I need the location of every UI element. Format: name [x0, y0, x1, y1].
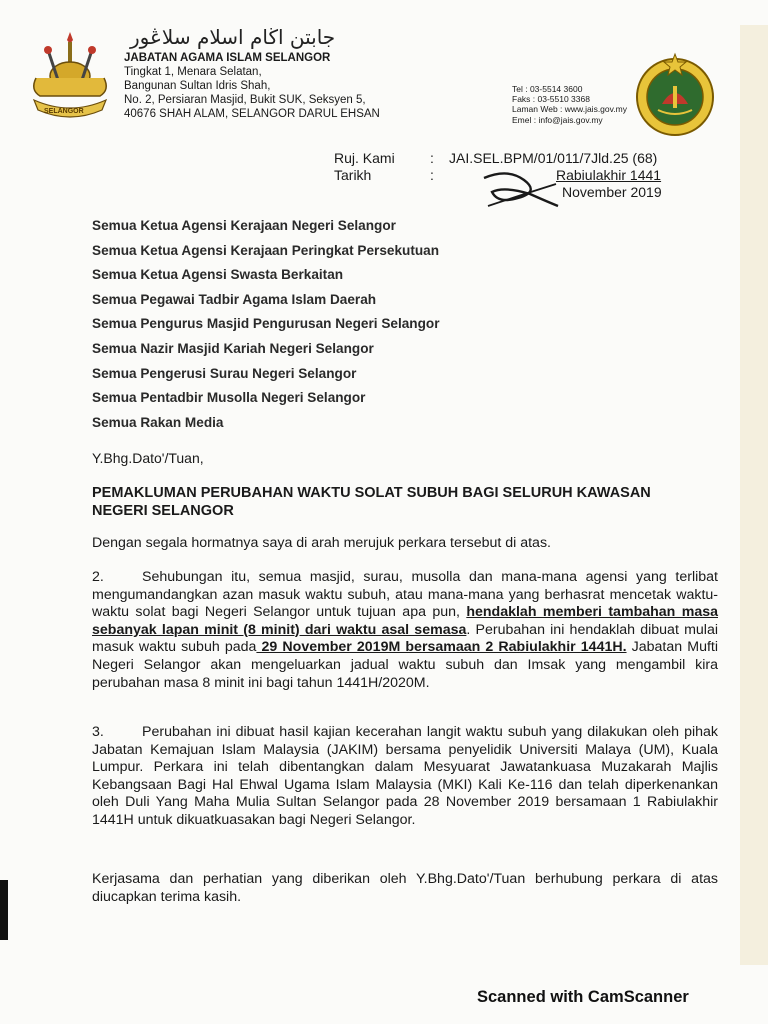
jais-seal-icon: [632, 52, 718, 138]
contact-web: Laman Web : www.jais.gov.my: [512, 104, 627, 115]
paragraph-3: [92, 724, 718, 830]
recipient-item: Semua Pengerusi Surau Negeri Selangor: [92, 365, 357, 381]
tarikh-separator: :: [430, 167, 434, 183]
ruj-separator: :: [430, 150, 434, 166]
subject-heading: [92, 484, 732, 520]
recipient-item: Semua Pentadbir Musolla Negeri Selangor: [92, 390, 366, 406]
salutation: Y.Bhg.Dato'/Tuan,: [92, 450, 204, 466]
jawi-org-name: جابتن اڬام اسلام سلاڠور: [130, 25, 336, 49]
closing-paragraph: Kerjasama dan perhatian yang diberikan oleh Y.Bhg.Dato'/Tuan berhubung perkara di atas diucapkan terima kasih.: [92, 871, 718, 905]
tarikh-label: Tarikh: [334, 167, 372, 183]
recipient-item: Semua Ketua Agensi Kerajaan Negeri Selangor: [92, 218, 396, 233]
paragraph-2-text-e: Jabatan Mufti Negeri Selangor akan mengeluarkan jadual waktu subuh dan Imsak yang mengambil kira perubahan masa 8 minit ini bagi tahun 1441H/2020M.: [92, 639, 718, 691]
paragraph-number: 2.: [92, 569, 104, 585]
recipient-item: Semua Ketua Agensi Kerajaan Peringkat Persekutuan: [92, 242, 440, 258]
recipient-item: Semua Ketua Agensi Swasta Berkaitan: [92, 267, 344, 283]
paragraph-3-text: Perubahan ini dibuat hasil kajian kecerahan langit waktu subuh yang dilakukan oleh pihak Jabatan Kemajuan Islam Malaysia (JAKIM) bersama penyelidik Universiti Malaya (UM), Kuala Lumpur. Perkara ini telah dibentangkan dalam Mesyuarat Jawatankuasa Muzakarah Majlis Kebangsaan Bagi Hal Ehwal Ugama Islam Malaysia (MKI) Kali Ke-116 dan telah diperkenankan oleh Duli Yang Maha Mulia Sultan Selangor pada 28 November 2019 bersamaan 1 Rabiulakhir 1441H untuk dikuatkuasakan bagi Negeri Selangor.: [92, 724, 718, 828]
recipient-item: Semua Pegawai Tadbir Agama Islam Daerah: [92, 291, 377, 307]
org-name: JABATAN AGAMA ISLAM SELANGOR: [124, 52, 331, 64]
tarikh-masihi: November 2019: [562, 184, 662, 200]
paragraph-2-emphasis-b: 29 November 2019M bersamaan 2 Rabiulakhir 1441H.: [256, 639, 627, 656]
ruj-value: JAI.SEL.BPM/01/011/7Jld.25 (68): [449, 150, 658, 166]
recipient-list: [92, 214, 439, 435]
crest-label: SELANGOR: [44, 108, 84, 115]
recipient-item: Semua Nazir Masjid Kariah Negeri Selangor: [92, 340, 374, 356]
contact-faks: Faks : 03-5510 3368: [512, 94, 590, 105]
scan-edge-shadow: [740, 25, 768, 965]
paragraph-number: 3.: [92, 724, 104, 740]
camscanner-watermark: Scanned with CamScanner: [477, 988, 689, 1006]
paragraph-2-text-a: Sehubungan itu, semua masjid, surau, musolla dan mana-mana agensi yang terlibat mengumandangkan azan masuk waktu subuh, atau mana-mana yang berhasrat mencetak waktu-waktu solat bagi Negeri Selangor untuk tujuan apa pun,: [92, 569, 718, 621]
signature-icon: [478, 166, 562, 212]
address-line-3: No. 2, Persiaran Masjid, Bukit SUK, Seksyen 5,: [124, 94, 366, 106]
address-line-1: Tingkat 1, Menara Selatan,: [124, 66, 262, 78]
intro-paragraph: Dengan segala hormatnya saya di arah merujuk perkara tersebut di atas.: [92, 535, 551, 551]
scan-edge-mark: [0, 880, 8, 940]
contact-tel: Tel : 03-5514 3600: [512, 84, 583, 94]
tarikh-hijri: Rabiulakhir 1441: [556, 167, 662, 183]
subject-line-2: NEGERI SELANGOR: [92, 503, 234, 519]
paragraph-2: [92, 569, 718, 692]
subject-line-1: PEMAKLUMAN PERUBAHAN WAKTU SOLAT SUBUH BAGI SELURUH KAWASAN: [92, 485, 651, 501]
recipient-item: Semua Rakan Media: [92, 414, 224, 430]
contact-block: [512, 84, 627, 125]
recipient-item: Semua Pengurus Masjid Pengurusan Negeri Selangor: [92, 316, 440, 332]
ruj-label: Ruj. Kami: [334, 150, 395, 166]
paragraph-2-emphasis-a: hendaklah memberi tambahan masa sebanyak lapan minit (8 minit) dari waktu asal semasa: [92, 604, 718, 638]
address-line-2: Bangunan Sultan Idris Shah,: [124, 80, 271, 92]
contact-email: Emel : info@jais.gov.my: [512, 114, 603, 125]
paragraph-2-text-c: . Perubahan ini hendaklah dibuat mulai masuk waktu subuh pada: [92, 621, 718, 656]
address-line-4: 40676 SHAH ALAM, SELANGOR DARUL EHSAN: [124, 108, 380, 120]
